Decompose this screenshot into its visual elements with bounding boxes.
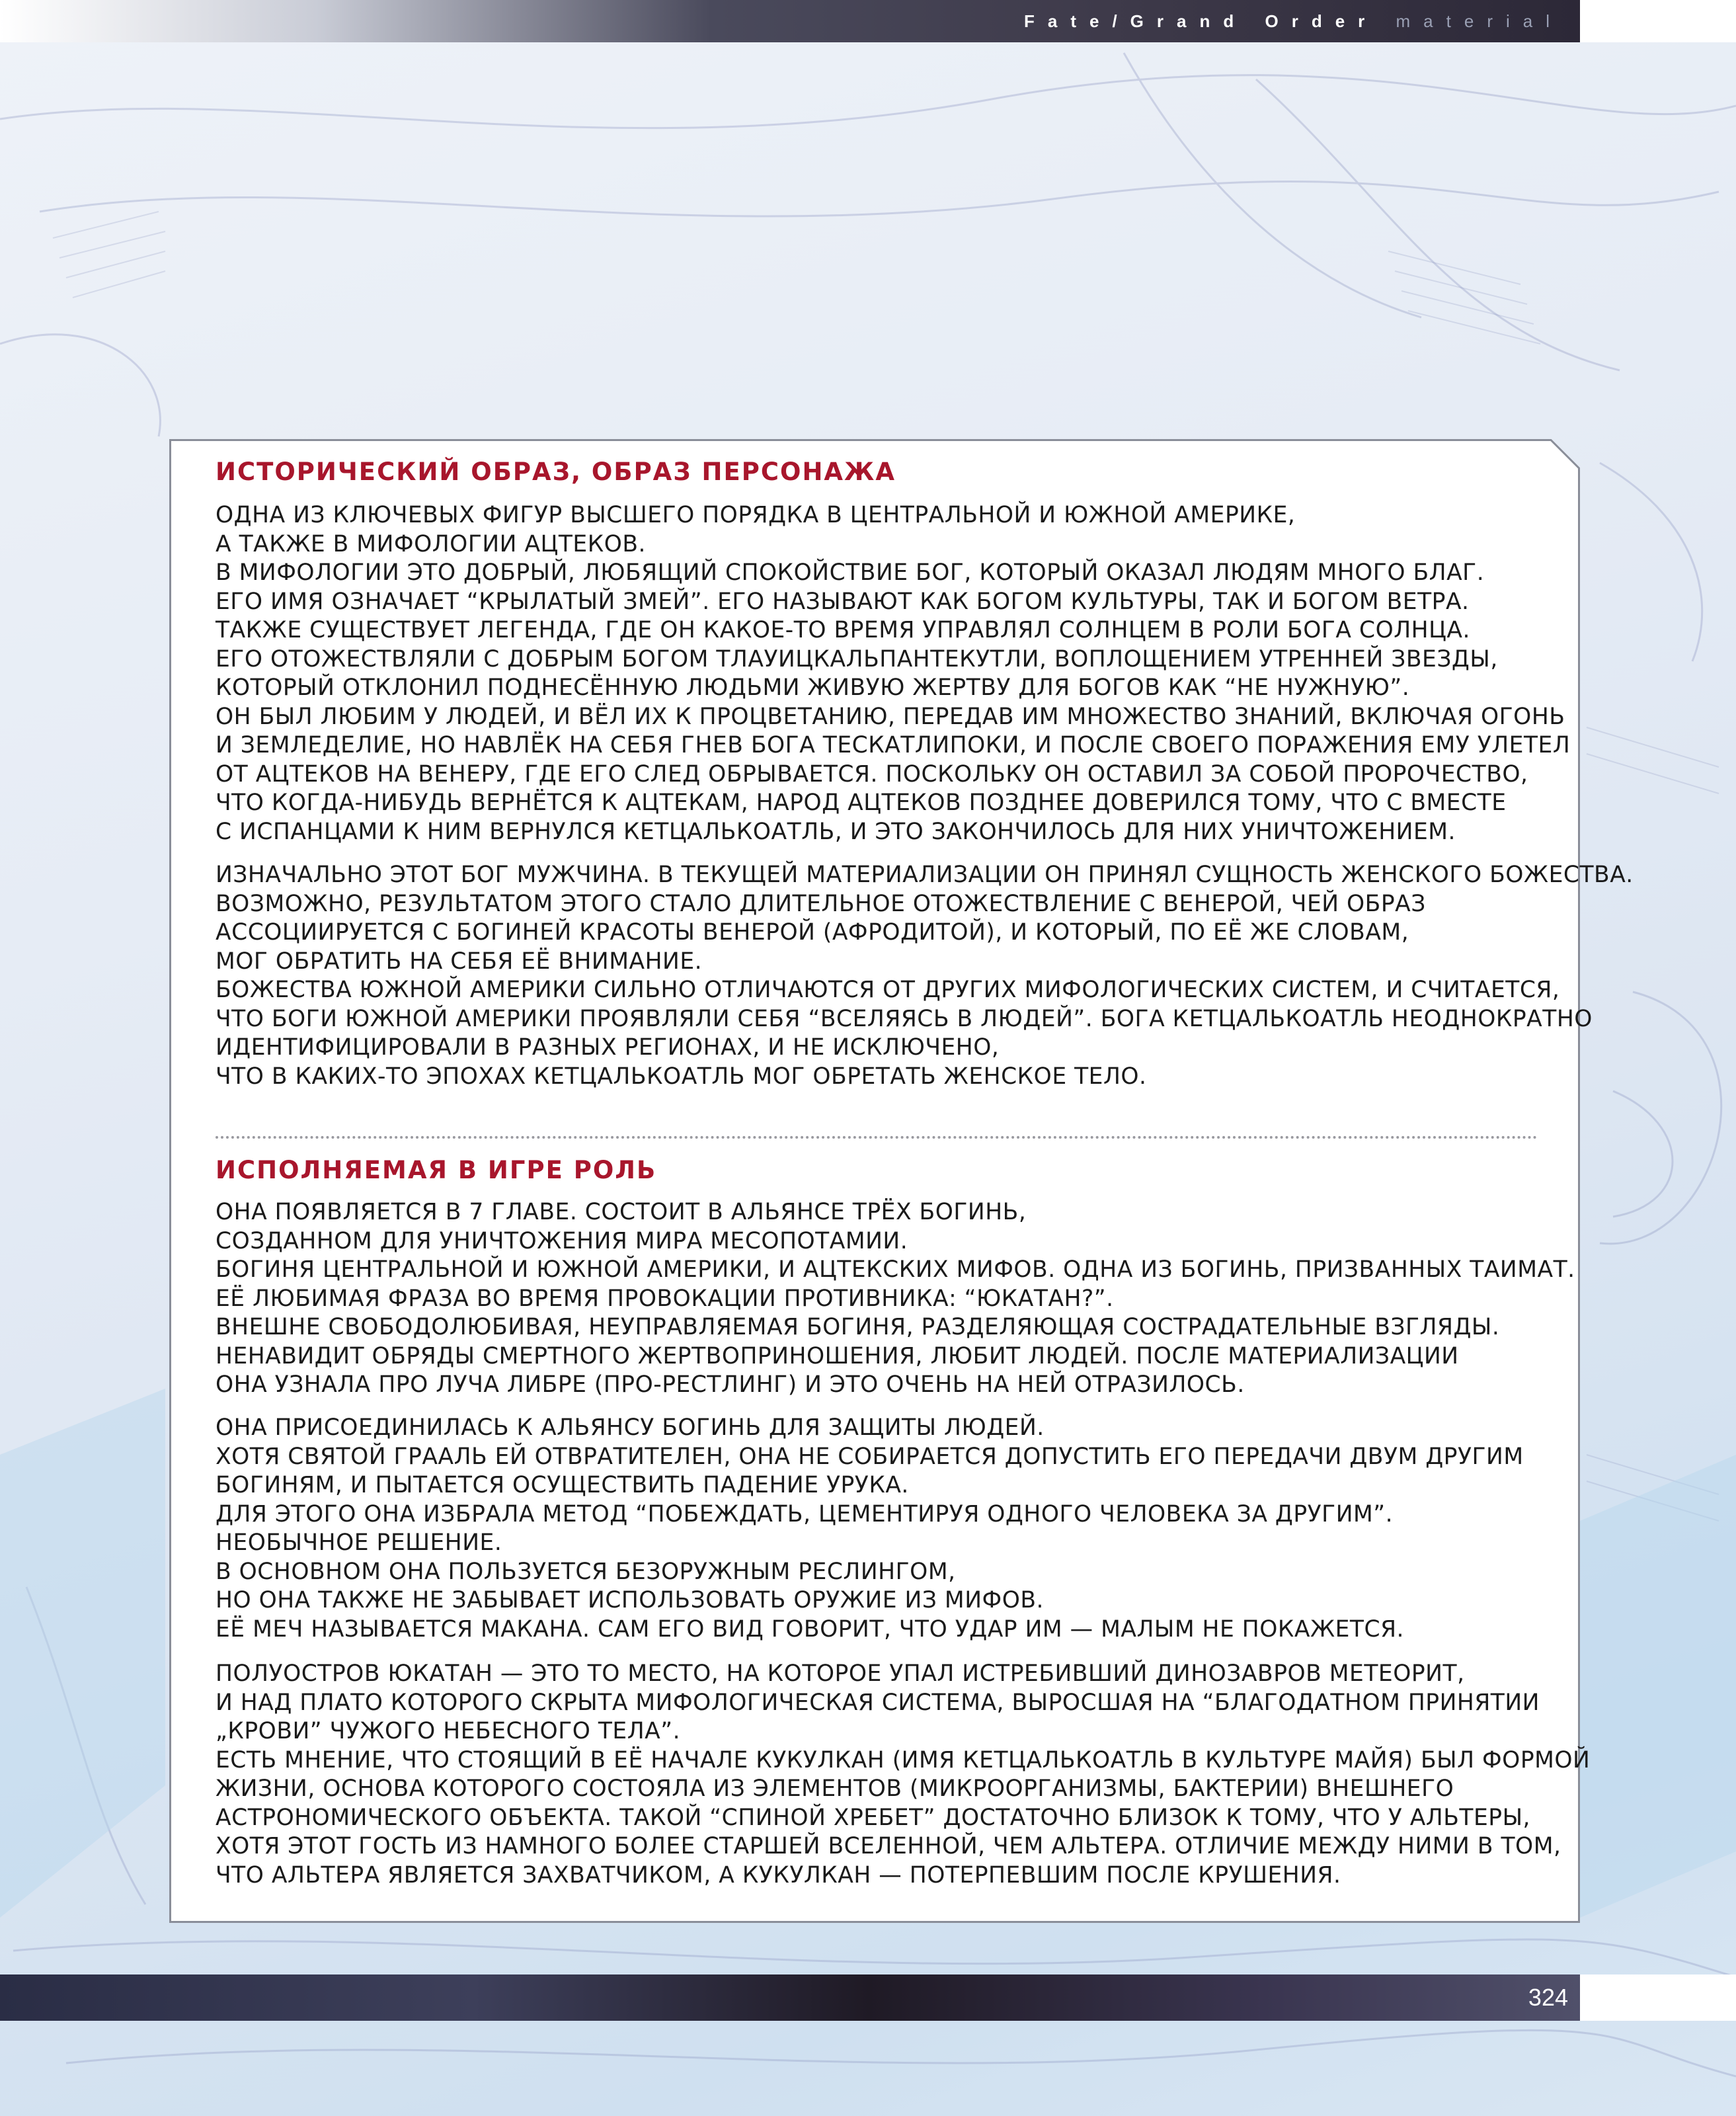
text-line: ЕГО ИМЯ ОЗНАЧАЕТ “КРЫЛАТЫЙ ЗМЕЙ”. ЕГО НАЗЫВАЮТ КАК БОГОМ КУЛЬТУРЫ, ТАК И БОГОМ ВЕТРА. (216, 588, 1470, 615)
text-line: БОЖЕСТВА ЮЖНОЙ АМЕРИКИ СИЛЬНО ОТЛИЧАЮТСЯ ОТ ДРУГИХ МИФОЛОГИЧЕСКИХ СИСТЕМ, И СЧИТАЕТСЯ, (216, 977, 1560, 1003)
text-line: НЕОБЫЧНОЕ РЕШЕНИЕ. (216, 1529, 502, 1556)
text-line: ЧТО БОГИ ЮЖНОЙ АМЕРИКИ ПРОЯВЛЯЛИ СЕБЯ “ВСЕЛЯЯСЬ В ЛЮДЕЙ”. БОГА КЕТЦАЛЬКОАТЛЬ НЕОДНОКРАТНО (216, 1005, 1593, 1032)
text-line: ЧТО В КАКИХ-ТО ЭПОХАХ КЕТЦАЛЬКОАТЛЬ МОГ ОБРЕТАТЬ ЖЕНСКОЕ ТЕЛО. (216, 1063, 1147, 1090)
text-line: АССОЦИИРУЕТСЯ С БОГИНЕЙ КРАСОТЫ ВЕНЕРОЙ (АФРОДИТОЙ), И КОТОРЫЙ, ПО ЕЁ ЖЕ СЛОВАМ, (216, 919, 1409, 946)
text-line: БОГИНЯ ЦЕНТРАЛЬНОЙ И ЮЖНОЙ АМЕРИКИ, И АЦТЕКСКИХ МИФОВ. ОДНА ИЗ БОГИНЬ, ПРИЗВАННЫХ ТАИМАТ. (216, 1256, 1575, 1283)
text-line: ЕСТЬ МНЕНИЕ, ЧТО СТОЯЩИЙ В ЕЁ НАЧАЛЕ КУКУЛКАН (ИМЯ КЕТЦАЛЬКОАТЛЬ В КУЛЬТУРЕ МАЙЯ) БЫЛ ФОРМОЙ (216, 1746, 1591, 1773)
text-line: ОНА ПРИСОЕДИНИЛАСЬ К АЛЬЯНСУ БОГИНЬ ДЛЯ ЗАЩИТЫ ЛЮДЕЙ. (216, 1414, 1045, 1441)
text-line: БОГИНЯМ, И ПЫТАЕТСЯ ОСУЩЕСТВИТЬ ПАДЕНИЕ УРУКА. (216, 1472, 909, 1498)
section-game-role-paragraph-3 (216, 1660, 1591, 1890)
section-historical-paragraph-1 (216, 501, 1571, 846)
text-line: НО ОНА ТАКЖЕ НЕ ЗАБЫВАЕТ ИСПОЛЬЗОВАТЬ ОРУЖИЕ ИЗ МИФОВ. (216, 1587, 1044, 1613)
text-line: ПОЛУОСТРОВ ЮКАТАН — ЭТО ТО МЕСТО, НА КОТОРОЕ УПАЛ ИСТРЕБИВШИЙ ДИНОЗАВРОВ МЕТЕОРИТ, (216, 1660, 1465, 1687)
text-line: ОН БЫЛ ЛЮБИМ У ЛЮДЕЙ, И ВЁЛ ИХ К ПРОЦВЕТАНИЮ, ПЕРЕДАВ ИМ МНОЖЕСТВО ЗНАНИЙ, ВКЛЮЧАЯ ОГОНЬ (216, 703, 1565, 730)
book-title (1024, 7, 1563, 36)
text-line: СОЗДАННОМ ДЛЯ УНИЧТОЖЕНИЯ МИРА МЕСОПОТАМИИ. (216, 1227, 908, 1254)
section-heading-game-role: ИСПОЛНЯЕМАЯ В ИГРЕ РОЛЬ (216, 1156, 657, 1184)
text-line: ВНЕШНЕ СВОБОДОЛЮБИВАЯ, НЕУПРАВЛЯЕМАЯ БОГИНЯ, РАЗДЕЛЯЮЩАЯ СОСТРАДАТЕЛЬНЫЕ ВЗГЛЯДЫ. (216, 1314, 1500, 1340)
footer-bar-margin (1580, 1974, 1736, 2021)
text-line: И НАД ПЛАТО КОТОРОГО СКРЫТА МИФОЛОГИЧЕСКАЯ СИСТЕМА, ВЫРОСШАЯ НА “БЛАГОДАТНОМ ПРИНЯТИИ (216, 1689, 1540, 1716)
text-line: ХОТЯ СВЯТОЙ ГРААЛЬ ЕЙ ОТВРАТИТЕЛЕН, ОНА НЕ СОБИРАЕТСЯ ДОПУСТИТЬ ЕГО ПЕРЕДАЧИ ДВУМ ДРУГИМ (216, 1443, 1524, 1470)
book-title-main: Fate/Grand Order (1024, 11, 1378, 31)
section-heading-historical-image: ИСТОРИЧЕСКИЙ ОБРАЗ, ОБРАЗ ПЕРСОНАЖА (216, 458, 896, 486)
text-line: КОТОРЫЙ ОТКЛОНИЛ ПОДНЕСЁННУЮ ЛЮДЬМИ ЖИВУЮ ЖЕРТВУ ДЛЯ БОГОВ КАК “НЕ НУЖНУЮ”. (216, 674, 1410, 701)
book-title-subtitle: material (1396, 11, 1563, 31)
text-line: ВОЗМОЖНО, РЕЗУЛЬТАТОМ ЭТОГО СТАЛО ДЛИТЕЛЬНОЕ ОТОЖЕСТВЛЕНИЕ С ВЕНЕРОЙ, ЧЕЙ ОБРАЗ (216, 890, 1426, 917)
text-line: МОГ ОБРАТИТЬ НА СЕБЯ ЕЁ ВНИМАНИЕ. (216, 948, 703, 975)
text-line: ОТ АЦТЕКОВ НА ВЕНЕРУ, ГДЕ ЕГО СЛЕД ОБРЫВАЕТСЯ. ПОСКОЛЬКУ ОН ОСТАВИЛ ЗА СОБОЙ ПРОРОЧЕСТВО, (216, 760, 1528, 788)
text-line: ЕГО ОТОЖЕСТВЛЯЛИ С ДОБРЫМ БОГОМ ТЛАУИЦКАЛЬПАНТЕКУТЛИ, ВОПЛОЩЕНИЕМ УТРЕННЕЙ ЗВЕЗДЫ, (216, 645, 1498, 672)
section-historical-paragraph-2 (216, 861, 1634, 1091)
text-line: ЖИЗНИ, ОСНОВА КОТОРОГО СОСТОЯЛА ИЗ ЭЛЕМЕНТОВ (МИКРООРГАНИЗМЫ, БАКТЕРИИ) ВНЕШНЕГО (216, 1775, 1454, 1802)
text-line: ЕЁ ЛЮБИМАЯ ФРАЗА ВО ВРЕМЯ ПРОВОКАЦИИ ПРОТИВНИКА: “ЮКАТАН?”. (216, 1285, 1114, 1312)
section-game-role-paragraph-1 (216, 1198, 1575, 1400)
section-divider (216, 1136, 1538, 1139)
text-line: В ОСНОВНОМ ОНА ПОЛЬЗУЕТСЯ БЕЗОРУЖНЫМ РЕСЛИНГОМ, (216, 1558, 956, 1585)
text-line: И ЗЕМЛЕДЕЛИЕ, НО НАВЛЁК НА СЕБЯ ГНЕВ БОГА ТЕСКАТЛИПОКИ, И ПОСЛЕ СВОЕГО ПОРАЖЕНИЯ ЕМУ УЛЕТЕЛ (216, 732, 1571, 758)
text-line: С ИСПАНЦАМИ К НИМ ВЕРНУЛСЯ КЕТЦАЛЬКОАТЛЬ, И ЭТО ЗАКОНЧИЛОСЬ ДЛЯ НИХ УНИЧТОЖЕНИЕМ. (216, 818, 1456, 845)
text-line: АСТРОНОМИЧЕСКОГО ОБЪЕКТА. ТАКОЙ “СПИНОЙ ХРЕБЕТ” ДОСТАТОЧНО БЛИЗОК К ТОМУ, ЧТО У АЛЬТЕРЫ, (216, 1804, 1531, 1831)
text-line: ИЗНАЧАЛЬНО ЭТОТ БОГ МУЖЧИНА. В ТЕКУЩЕЙ МАТЕРИАЛИЗАЦИИ ОН ПРИНЯЛ СУЩНОСТЬ ЖЕНСКОГО БОЖЕСТВА. (216, 862, 1634, 888)
text-line: ХОТЯ ЭТОТ ГОСТЬ ИЗ НАМНОГО БОЛЕЕ СТАРШЕЙ ВСЕЛЕННОЙ, ЧЕМ АЛЬТЕРА. ОТЛИЧИЕ МЕЖДУ НИМИ В ТОМ, (216, 1833, 1561, 1859)
footer-bar (0, 1974, 1580, 2021)
text-line: ЧТО КОГДА-НИБУДЬ ВЕРНЁТСЯ К АЦТЕКАМ, НАРОД АЦТЕКОВ ПОЗДНЕЕ ДОВЕРИЛСЯ ТОМУ, ЧТО С ВМЕСТЕ (216, 790, 1507, 816)
text-line: ОНА ПОЯВЛЯЕТСЯ В 7 ГЛАВЕ. СОСТОИТ В АЛЬЯНСЕ ТРЁХ БОГИНЬ, (216, 1199, 1027, 1225)
section-game-role-paragraph-2 (216, 1414, 1564, 1644)
text-line: ОДНА ИЗ КЛЮЧЕВЫХ ФИГУР ВЫСШЕГО ПОРЯДКА В ЦЕНТРАЛЬНОЙ И ЮЖНОЙ АМЕРИКЕ, (216, 502, 1296, 528)
header-bar-margin (1580, 0, 1736, 42)
text-line: „КРОВИ” ЧУЖОГО НЕБЕСНОГО ТЕЛА”. (216, 1718, 681, 1744)
text-line: НЕНАВИДИТ ОБРЯДЫ СМЕРТНОГО ЖЕРТВОПРИНОШЕНИЯ, ЛЮБИТ ЛЮДЕЙ. ПОСЛЕ МАТЕРИАЛИЗАЦИИ (216, 1342, 1459, 1369)
text-line: ИДЕНТИФИЦИРОВАЛИ В РАЗНЫХ РЕГИОНАХ, И НЕ ИСКЛЮЧЕНО, (216, 1034, 1000, 1061)
text-line: ДЛЯ ЭТОГО ОНА ИЗБРАЛА МЕТОД “ПОБЕЖДАТЬ, ЦЕМЕНТИРУЯ ОДНОГО ЧЕЛОВЕКА ЗА ДРУГИМ”. (216, 1500, 1394, 1527)
text-line: ТАКЖЕ СУЩЕСТВУЕТ ЛЕГЕНДА, ГДЕ ОН КАКОЕ-ТО ВРЕМЯ УПРАВЛЯЛ СОЛНЦЕМ В РОЛИ БОГА СОЛНЦА. (216, 617, 1470, 643)
page-number: 324 (1528, 1984, 1568, 2011)
text-line: ЕЁ МЕЧ НАЗЫВАЕТСЯ МАКАНА. САМ ЕГО ВИД ГОВОРИТ, ЧТО УДАР ИМ — МАЛЫМ НЕ ПОКАЖЕТСЯ. (216, 1615, 1405, 1643)
text-line: А ТАКЖЕ В МИФОЛОГИИ АЦТЕКОВ. (216, 530, 646, 557)
text-line: ЧТО АЛЬТЕРА ЯВЛЯЕТСЯ ЗАХВАТЧИКОМ, А КУКУЛКАН — ПОТЕРПЕВШИМ ПОСЛЕ КРУШЕНИЯ. (216, 1861, 1341, 1889)
text-line: В МИФОЛОГИИ ЭТО ДОБРЫЙ, ЛЮБЯЩИЙ СПОКОЙСТВИЕ БОГ, КОТОРЫЙ ОКАЗАЛ ЛЮДЯМ МНОГО БЛАГ. (216, 559, 1485, 586)
text-line: ОНА УЗНАЛА ПРО ЛУЧА ЛИБРЕ (ПРО-РЕСТЛИНГ) И ЭТО ОЧЕНЬ НА НЕЙ ОТРАЗИЛОСЬ. (216, 1371, 1245, 1398)
